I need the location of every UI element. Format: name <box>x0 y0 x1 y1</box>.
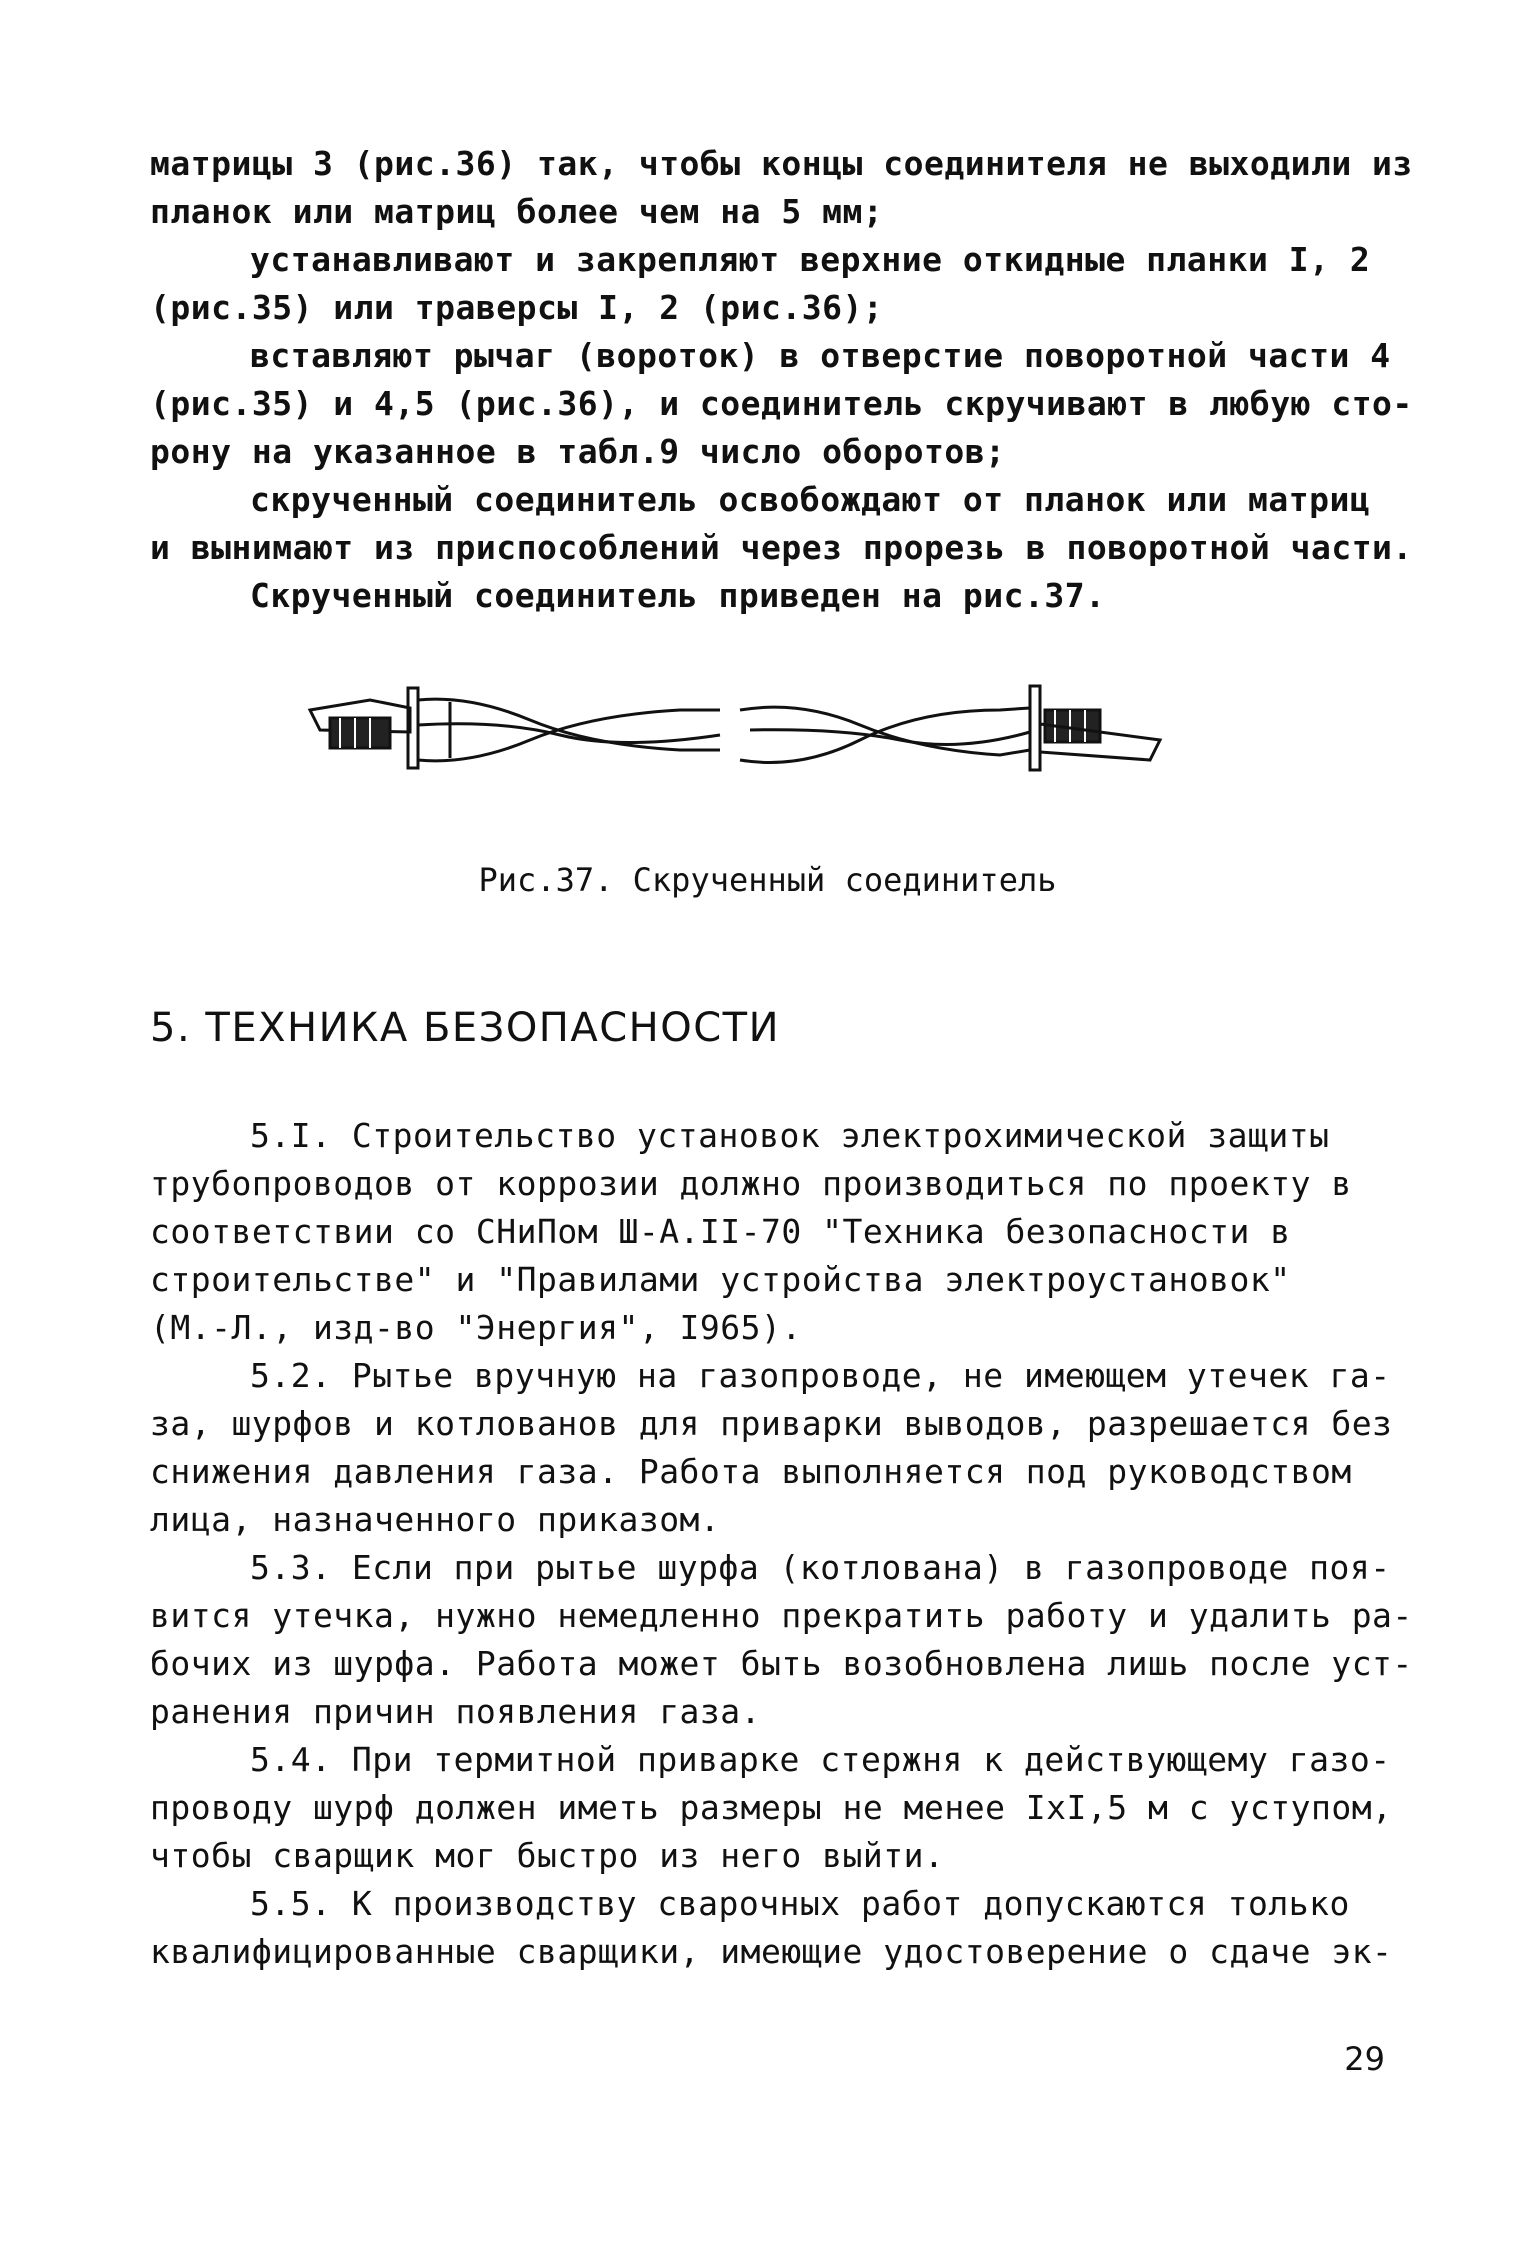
text-line: (М.-Л., изд-во "Энергия", I965). <box>150 1308 802 1347</box>
text-line: трубопроводов от коррозии должно производиться по проекту в <box>150 1164 1352 1203</box>
text-line: планок или матриц более чем на 5 мм; <box>150 192 884 231</box>
paragraph <box>150 1736 1393 1880</box>
page-number: 29 <box>1344 2040 1385 2078</box>
text-line: устанавливают и закрепляют верхние откидные планки I, 2 <box>250 240 1371 279</box>
figure-caption: Рис.37. Скрученный соединитель <box>478 861 1057 899</box>
text-line: Скрученный соединитель приведен на рис.37. <box>250 576 1106 615</box>
text-line: чтобы сварщик мог быстро из него выйти. <box>150 1836 945 1875</box>
text-line: (рис.35) или траверсы I, 2 (рис.36); <box>150 288 884 327</box>
top-paragraph <box>150 140 1413 620</box>
paragraph <box>150 1880 1393 1976</box>
twisted-connector-illustration <box>300 680 1180 800</box>
text-line: скрученный соединитель освобождают от планок или матриц <box>250 480 1371 519</box>
text-line: 5.4. При термитной приварке стержня к действующему газо- <box>250 1740 1391 1779</box>
paragraph <box>150 1352 1393 1544</box>
text-line: 5.5. К производству сварочных работ допускаются только <box>250 1884 1350 1923</box>
text-line: проводу шурф должен иметь размеры не менее IxI,5 м с уступом, <box>150 1788 1393 1827</box>
text-line: матрицы 3 (рис.36) так, чтобы концы соединителя не выходили из <box>150 144 1413 183</box>
text-line: снижения давления газа. Работа выполняется под руководством <box>150 1452 1352 1491</box>
section-body <box>150 1112 1413 1976</box>
text-line: ранения причин появления газа. <box>150 1692 762 1731</box>
text-line: соответствии со СНиПом Ш-А.II-70 "Техника безопасности в <box>150 1212 1291 1251</box>
text-line: строительстве" и "Правилами устройства электроустановок" <box>150 1260 1291 1299</box>
text-line: бочих из шурфа. Работа может быть возобновлена лишь после уст- <box>150 1644 1413 1683</box>
text-line: (рис.35) и 4,5 (рис.36), и соединитель скручивают в любую сто- <box>150 384 1413 423</box>
text-line: вится утечка, нужно немедленно прекратить работу и удалить ра- <box>150 1596 1413 1635</box>
text-line: квалифицированные сварщики, имеющие удостоверение о сдаче эк- <box>150 1932 1393 1971</box>
text-line: 5.I. Строительство установок электрохимической защиты <box>250 1116 1330 1155</box>
text-line: вставляют рычаг (вороток) в отверстие поворотной части 4 <box>250 336 1391 375</box>
text-line: рону на указанное в табл.9 число оборотов; <box>150 432 1006 471</box>
text-line: за, шурфов и котлованов для приварки выводов, разрешается без <box>150 1404 1393 1443</box>
text-line: и вынимают из приспособлений через прорезь в поворотной части. <box>150 528 1413 567</box>
text-line: 5.2. Рытье вручную на газопроводе, не имеющем утечек га- <box>250 1356 1391 1395</box>
text-line: лица, назначенного приказом. <box>150 1500 721 1539</box>
text-line: 5.3. Если при рытье шурфа (котлована) в газопроводе поя- <box>250 1548 1391 1587</box>
section-heading: 5. ТЕХНИКА БЕЗОПАСНОСТИ <box>150 1005 781 1051</box>
paragraph <box>150 1112 1390 1352</box>
paragraph <box>150 1544 1413 1736</box>
